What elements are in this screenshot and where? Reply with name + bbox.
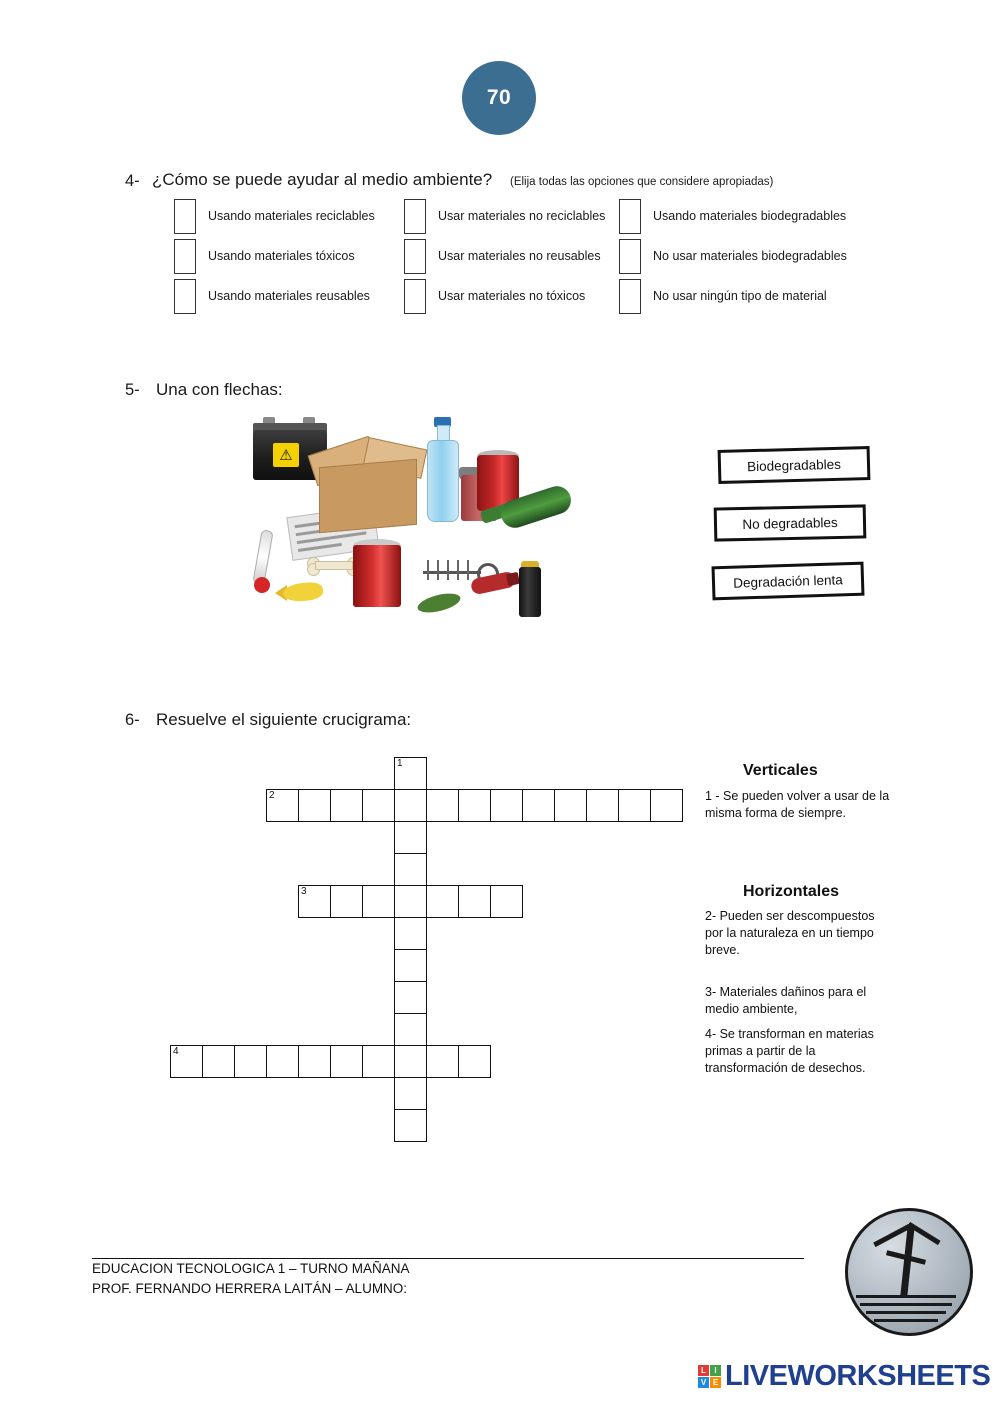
crossword-cell[interactable]	[362, 789, 395, 822]
checkbox-usando-materiales-reusables[interactable]	[174, 279, 196, 314]
q4-option-row[interactable]	[619, 197, 847, 235]
q4-option-label: Usando materiales biodegradables	[653, 209, 847, 223]
q4-option-row[interactable]	[404, 197, 605, 235]
question-4-subtitle: (Elija todas las opciones que considere apropiadas)	[510, 176, 774, 188]
crossword-cell[interactable]	[330, 1045, 363, 1078]
verticales-heading: Verticales	[743, 762, 818, 779]
crossword-clue-number: 3	[301, 886, 307, 897]
q4-option-row[interactable]	[404, 277, 605, 315]
crossword-cell[interactable]	[426, 885, 459, 918]
crossword-cell[interactable]	[554, 789, 587, 822]
q4-option-label: Usar materiales no reusables	[438, 249, 601, 263]
tag-no-degradables[interactable]: No degradables	[714, 504, 867, 541]
liveworksheets-logo-icon	[698, 1365, 721, 1388]
crossword-cell[interactable]	[426, 1045, 459, 1078]
crossword-cell[interactable]	[202, 1045, 235, 1078]
q4-option-label: Usando materiales tóxicos	[208, 249, 355, 263]
lws-letter-v: V	[698, 1377, 709, 1388]
q4-option-label: No usar ningún tipo de material	[653, 289, 827, 303]
checkbox-usar-materiales-no-toxicos[interactable]	[404, 279, 426, 314]
waste-items-illustration	[245, 415, 565, 625]
crossword-cell[interactable]	[490, 885, 523, 918]
horizontales-clue-4: 4- Se transforman en materias primas a partir de la transformación de desechos.	[705, 1027, 874, 1075]
crossword-cell[interactable]	[266, 789, 299, 822]
school-logo-icon	[845, 1208, 973, 1336]
q4-option-row[interactable]	[404, 237, 605, 275]
question-6-number: 6-	[125, 711, 140, 729]
q4-option-row[interactable]	[619, 277, 847, 315]
crossword-cell[interactable]	[394, 949, 427, 982]
plastic-bottle-icon	[427, 440, 459, 522]
question-5-title: Una con flechas:	[156, 380, 283, 399]
crossword-cell[interactable]	[330, 789, 363, 822]
liveworksheets-watermark	[698, 1360, 990, 1393]
crossword-cell[interactable]	[426, 789, 459, 822]
q4-option-label: Usando materiales reciclables	[208, 209, 375, 223]
crossword-cell[interactable]	[170, 1045, 203, 1078]
checkbox-usando-materiales-reciclables[interactable]	[174, 199, 196, 234]
checkbox-no-usar-ningun-tipo-de-material[interactable]	[619, 279, 641, 314]
tube-cap	[506, 572, 520, 586]
yellow-fish-icon	[282, 581, 324, 603]
liveworksheets-wordmark: LIVEWORKSHEETS	[725, 1360, 991, 1392]
q4-option-row[interactable]	[174, 277, 375, 315]
horizontales-clue-2: 2- Pueden ser descompuestos por la naturaleza en un tiempo breve.	[705, 909, 875, 957]
crossword-cell[interactable]	[522, 789, 555, 822]
lws-letter-l: L	[698, 1365, 709, 1376]
q4-column-2	[404, 197, 605, 317]
thermometer-bulb	[254, 577, 270, 593]
footer-divider	[92, 1258, 804, 1259]
crossword-cell[interactable]	[330, 885, 363, 918]
question-4-number: 4-	[125, 172, 140, 190]
lws-letter-e: E	[710, 1377, 721, 1388]
crossword-cell[interactable]	[394, 1077, 427, 1110]
q4-column-3	[619, 197, 847, 317]
q4-option-row[interactable]	[174, 197, 375, 235]
crossword-cell[interactable]	[458, 885, 491, 918]
verticales-clue-1: 1 - Se pueden volver a usar de la misma forma de siempre.	[705, 789, 890, 820]
question-4-title: ¿Cómo se puede ayudar al medio ambiente?	[152, 170, 493, 189]
checkbox-no-usar-materiales-biodegradables[interactable]	[619, 239, 641, 274]
checkbox-usar-materiales-no-reciclables[interactable]	[404, 199, 426, 234]
crossword-cell[interactable]	[394, 789, 427, 822]
footer-course-line: EDUCACION TECNOLOGICA 1 – TURNO MAÑANA	[92, 1261, 410, 1276]
q4-option-label: Usar materiales no tóxicos	[438, 289, 586, 303]
checkbox-usar-materiales-no-reusables[interactable]	[404, 239, 426, 274]
crossword-cell[interactable]	[490, 789, 523, 822]
checkbox-usando-materiales-toxicos[interactable]	[174, 239, 196, 274]
crossword-cell[interactable]	[650, 789, 683, 822]
battery-warning-icon: ⚠	[273, 443, 299, 467]
crossword-cell[interactable]	[394, 757, 427, 790]
crossword-cell[interactable]	[298, 789, 331, 822]
horizontales-heading: Horizontales	[743, 883, 840, 900]
bone-icon	[307, 557, 359, 571]
tag-degradacion-lenta[interactable]: Degradación lenta	[712, 562, 865, 601]
tin-can-icon	[353, 545, 401, 607]
crossword-cell[interactable]	[458, 1045, 491, 1078]
crossword-cell[interactable]	[362, 1045, 395, 1078]
crossword-cell[interactable]	[458, 789, 491, 822]
crossword-clue-number: 1	[397, 758, 403, 769]
crossword-cell[interactable]	[362, 885, 395, 918]
crossword-cell[interactable]	[394, 853, 427, 886]
cardboard-box-icon	[319, 459, 417, 534]
crossword-cell[interactable]	[586, 789, 619, 822]
crossword-cell[interactable]	[266, 1045, 299, 1078]
page-number-badge: 70	[462, 61, 536, 135]
crossword-cell[interactable]	[394, 1045, 427, 1078]
crossword-cell[interactable]	[618, 789, 651, 822]
q4-option-label: Usando materiales reusables	[208, 289, 370, 303]
crossword-cell[interactable]	[298, 1045, 331, 1078]
aa-battery-icon	[519, 567, 541, 617]
crossword-cell[interactable]	[394, 821, 427, 854]
tag-biodegradables[interactable]: Biodegradables	[718, 446, 871, 484]
crossword-cell[interactable]	[234, 1045, 267, 1078]
question-5-number: 5-	[125, 381, 140, 399]
q4-option-label: No usar materiales biodegradables	[653, 249, 847, 263]
q4-option-row[interactable]	[619, 237, 847, 275]
crossword-cell[interactable]	[394, 1109, 427, 1142]
horizontales-clue-3: 3- Materiales dañinos para el medio ambiente,	[705, 985, 867, 1016]
crossword-cell[interactable]	[298, 885, 331, 918]
crossword-cell[interactable]	[394, 1013, 427, 1046]
footer-teacher-line: PROF. FERNANDO HERRERA LAITÁN – ALUMNO:	[92, 1281, 408, 1296]
q4-option-row[interactable]	[174, 237, 375, 275]
green-fish-icon	[416, 590, 463, 616]
checkbox-usando-materiales-biodegradables[interactable]	[619, 199, 641, 234]
lws-letter-i: I	[710, 1365, 721, 1376]
crossword-cell[interactable]	[394, 917, 427, 950]
crossword-cell[interactable]	[394, 885, 427, 918]
q4-option-label: Usar materiales no reciclables	[438, 209, 606, 223]
crossword-cell[interactable]	[394, 981, 427, 1014]
question-6-title: Resuelve el siguiente crucigrama:	[156, 710, 412, 729]
q4-column-1	[174, 197, 375, 317]
crossword-clue-number: 2	[269, 790, 275, 801]
crossword-clue-number: 4	[173, 1046, 179, 1057]
